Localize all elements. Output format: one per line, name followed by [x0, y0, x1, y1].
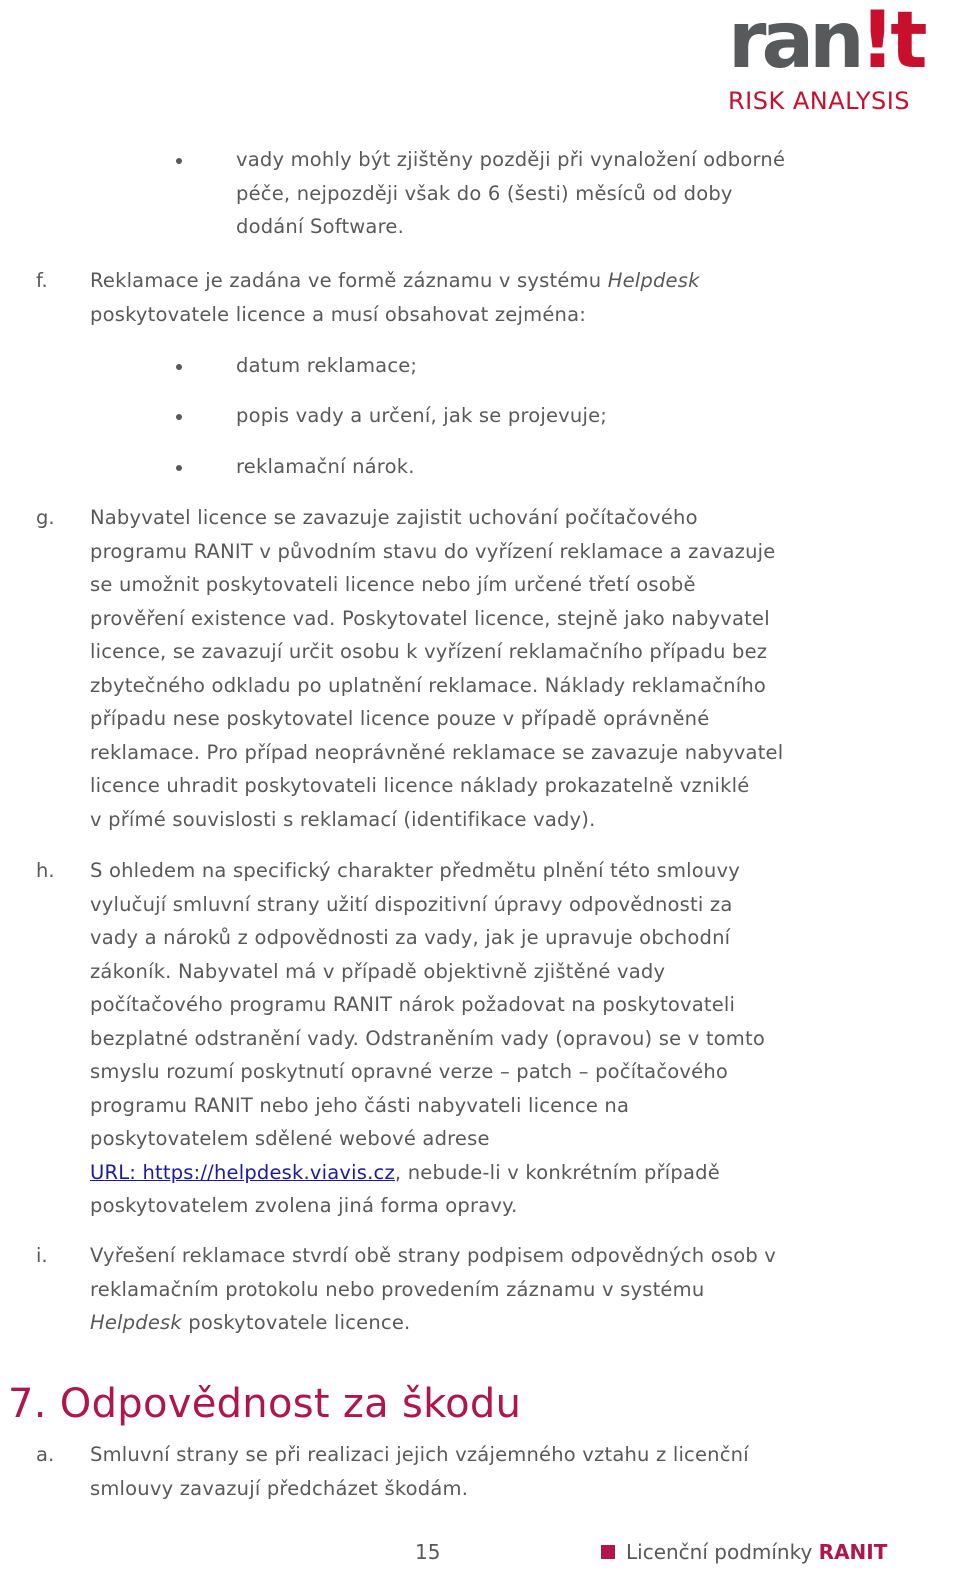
section-f-line2: poskytovatele licence a musí obsahovat zejména: [90, 302, 586, 326]
footer-text: Licenční podmínky [626, 1540, 819, 1564]
section-f-line [90, 264, 940, 298]
section-h-line: programu RANIT nebo jeho části nabyvateli licence na [90, 1093, 630, 1117]
logo-tagline: RISK ANALYSIS [728, 87, 911, 115]
bullet-dot-icon [176, 414, 182, 420]
bullet-line: péče, nejpozději však do 6 (šesti) měsíců od doby [236, 181, 733, 205]
section-g-line: Nabyvatel licence se zavazuje zajistit uchování počítačového [90, 506, 698, 529]
section-f-text [90, 264, 940, 331]
section-h-line: S ohledem na specifický charakter předmětu plnění této smlouvy [90, 859, 740, 882]
section-h-after-link: , nebude-li v konkrétním případě [394, 1160, 720, 1184]
helpdesk-url-link[interactable]: URL: https://helpdesk.viavis.cz [90, 1160, 395, 1184]
section-a-line: Smluvní strany se při realizaci jejich vzájemného vztahu z licenční [90, 1443, 749, 1466]
section-h-line: vylučují smluvní strany užití dispozitivní úpravy odpovědnosti za [90, 892, 733, 916]
section-g-line: programu RANIT v původním stavu do vyřízení reklamace a zavazuje [90, 539, 776, 563]
bullet-line: vady mohly být zjištěny později při vynaložení odborné [236, 148, 786, 171]
section-g-line: případu nese poskytovatel licence pouze v případě oprávněné [90, 707, 710, 730]
footer-title [626, 1538, 887, 1566]
bullet-dot-icon [176, 158, 182, 164]
section-f-bullet: reklamační nárok. [236, 455, 415, 478]
bullet-line: dodání Software. [236, 215, 404, 238]
section-g-line: licence uhradit poskytovateli licence náklady prokazatelně vzniklé [90, 774, 750, 797]
section-marker-f: f. [36, 269, 48, 292]
section-h-line: počítačového programu RANIT nárok požadovat na poskytovateli [90, 993, 736, 1016]
logo-word-main: ran [728, 0, 860, 86]
section-heading: 7. Odpovědnost za škodu [8, 1381, 522, 1427]
section-g-line: licence, se zavazují určit osobu k vyřízení reklamačního případu bez [90, 640, 768, 663]
section-h-line: bezplatné odstranění vady. Odstraněním vady (opravou) se v tomto [90, 1026, 765, 1050]
section-i-line3-rest: poskytovatele licence. [181, 1311, 411, 1334]
section-i-line2: reklamačním protokolu nebo provedením záznamu v systému [90, 1277, 705, 1301]
section-i-line1: Vyřešení reklamace stvrdí obě strany podpisem odpovědných osob v [90, 1244, 777, 1267]
section-h-text [90, 854, 940, 1223]
section-f-helpdesk: Helpdesk [607, 269, 700, 292]
section-i-text [90, 1239, 940, 1340]
logo-word-mark: !t [859, 0, 923, 86]
section-g-line: zbytečného odkladu po uplatnění reklamace. Náklady reklamačního [90, 673, 767, 697]
section-f-line1: Reklamace je zadána ve formě záznamu v systému [90, 269, 608, 292]
section-f-bullet: popis vady a určení, jak se projevuje; [236, 404, 608, 427]
section-marker-i: i. [36, 1244, 48, 1267]
footer-brand: RANIT [818, 1540, 888, 1564]
section-marker-a: a. [36, 1443, 55, 1466]
bullet-item [236, 143, 936, 244]
section-f-bullet: datum reklamace; [236, 354, 418, 377]
section-h-line: poskytovatelem zvolena jiná forma opravy. [90, 1194, 518, 1217]
section-h-line: smyslu rozumí poskytnutí opravné verze – patch – počítačového [90, 1060, 729, 1083]
section-g-line: se umožnit poskytovateli licence nebo jím určené třetí osobě [90, 573, 696, 596]
section-h-line: zákoník. Nabyvatel má v případě objektivně zjištěné vady [90, 959, 666, 983]
section-h-line: poskytovatelem sdělené webové adrese [90, 1127, 490, 1150]
page-number: 15 [415, 1540, 441, 1564]
footer-square-icon [601, 1545, 615, 1559]
ranit-logo [728, 0, 948, 115]
section-h-link-line [90, 1156, 940, 1190]
section-marker-g: g. [36, 506, 55, 529]
section-a-line: smlouvy zavazují předcházet škodám. [90, 1476, 469, 1500]
section-h-line: vady a nároků z odpovědnosti za vady, jak je upravuje obchodní [90, 926, 731, 949]
section-g-text [90, 501, 940, 836]
section-g-line: v přímé souvislosti s reklamací (identifikace vady). [90, 807, 596, 831]
bullet-dot-icon [176, 364, 182, 370]
section-marker-h: h. [36, 859, 55, 882]
section-i-line3 [90, 1306, 940, 1340]
section-g-line: prověření existence vad. Poskytovatel licence, stejně jako nabyvatel [90, 606, 770, 630]
logo-wordmark [728, 0, 923, 86]
section-i-helpdesk: Helpdesk [90, 1311, 182, 1334]
bullet-dot-icon [176, 465, 182, 471]
section-a-text [90, 1438, 940, 1505]
section-g-line: reklamace. Pro případ neoprávněné reklamace se zavazuje nabyvatel [90, 740, 784, 764]
